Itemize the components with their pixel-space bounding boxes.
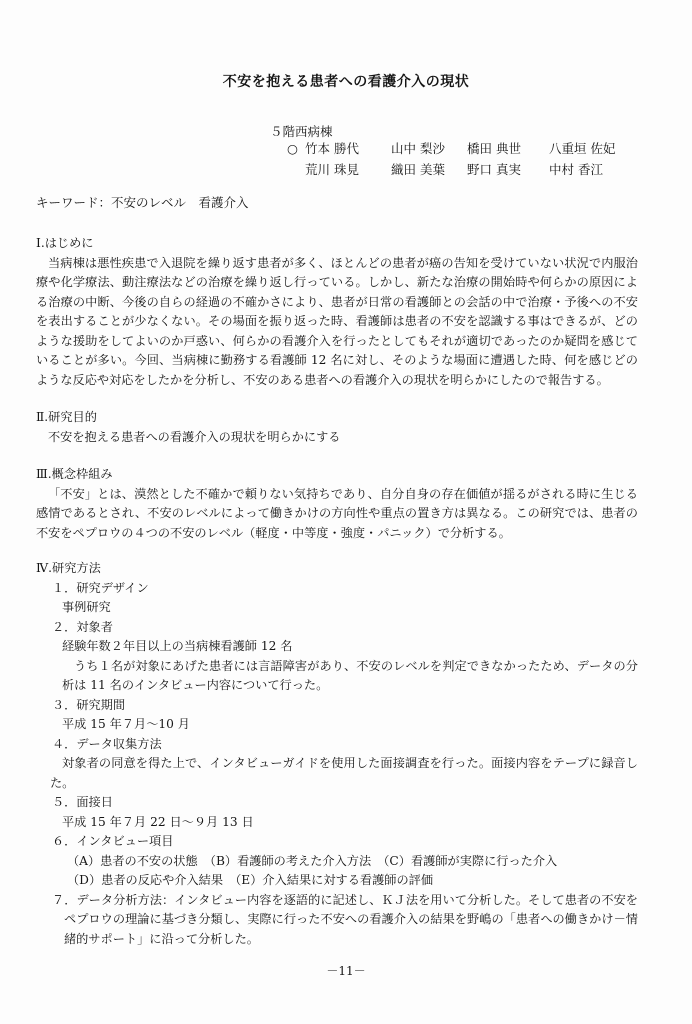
author: 織田 美葉 (391, 162, 445, 177)
paper-body (36, 234, 638, 949)
methods-analysis: ７．データ分析方法：インタビュー内容を逐語的に記述し、ＫＪ法を用いて分析した。そして患者の不安をペプロウの理論に基づき分類し、実際に行った不安への看護介入の結果を野嶋の「患者への働きかけ－情緒的サポート」に沿って分析した。 (52, 892, 638, 946)
author-row-1 (287, 138, 629, 159)
section-text-framework: 「不安」とは、漠然とした不確かで頼りない気持ちであり、自分自身の存在価値が揺るがされる時に生じる感情であるとされ、不安のレベルによって働きかけの方向性や重点の置き方は異なる。この研究では、患者の不安をペプロウの４つの不安のレベル（軽度・中等度・強度・パニック）で分析する。 (36, 486, 638, 540)
section-heading-methods: Ⅳ.研究方法 (36, 561, 101, 575)
methods-period-label: ３．研究期間 (52, 697, 126, 712)
section-heading-framework: Ⅲ.概念枠組み (36, 467, 113, 481)
author-row-2 (287, 159, 629, 180)
author: 竹本 勝代 (305, 141, 359, 156)
author: 橋田 典世 (467, 141, 521, 156)
methods-interview-date-value: 平成 15 年７月 22 日～９月 13 日 (62, 814, 254, 829)
section-heading-intro: Ⅰ.はじめに (36, 236, 94, 250)
page-number: －11－ (326, 964, 366, 978)
methods-collection-label: ４．データ収集方法 (52, 736, 162, 751)
methods-design-value: 事例研究 (62, 600, 111, 614)
section-heading-purpose: Ⅱ.研究目的 (36, 410, 97, 424)
ward-name: ５階西病棟 (270, 124, 333, 139)
author: 荒川 珠見 (305, 162, 359, 177)
section-text-purpose: 不安を抱える患者への看護介入の現状を明らかにする (48, 429, 341, 444)
presenter-mark: ○ (287, 141, 298, 156)
author: 野口 真実 (467, 162, 521, 177)
methods-subjects-value: 経験年数２年目以上の当病棟看護師 12 名 (62, 639, 293, 653)
methods-design-label: １．研究デザイン (52, 580, 149, 595)
section-text-intro: 当病棟は悪性疾患で入退院を繰り返す患者が多く、ほとんどの患者が癌の告知を受けていない状況で内服治療や化学療法、動注療法などの治療を繰り返し行っている。しかし、新たな治療の開始時や何らかの原因による治療の中断、今後の自らの経過の不確かさにより、患者が日常の看護師との会話の中で治療・予後への不安を表出することが少なくない。その場面を振り返った時、看護師は患者の不安を認識する事はできるが、どのような援助をしてよいのか戸惑い、何らかの看護介入を行ったとしてもそれが適切であったのか疑問を感じていることが多い。今回、当病棟に勤務する看護師 12 名に対し、そのような場面に遭遇した時、何を感じどのような反応や対応をしたかを分析し、不安のある患者への看護介入の現状を明らかにしたので報告する。 (36, 255, 638, 387)
paper-title: 不安を抱える患者への看護介入の現状 (222, 74, 470, 90)
methods-items-line-2: （D）患者の反応や介入結果 （E）介入結果に対する看護師の評価 (67, 873, 434, 887)
methods-subjects-note: うち１名が対象にあげた患者には言語障害があり、不安のレベルを判定できなかったため、データの分析は 11 名のインタビュー内容について行った。 (62, 658, 638, 692)
methods-subjects-label: ２．対象者 (52, 619, 113, 634)
author: 八重垣 佐妃 (549, 141, 616, 156)
methods-collection-value: 対象者の同意を得た上で、インタビューガイドを使用した面接調査を行った。面接内容をテープに録音した。 (50, 756, 638, 790)
methods-items-line-1: （A）患者の不安の状態 （B）看護師の考えた介入方法 （C）看護師が実際に行った介入 (67, 853, 558, 868)
author: 中村 香江 (549, 162, 603, 177)
keywords: キーワード：不安のレベル 看護介入 (36, 195, 249, 210)
methods-items-label: ６．インタビュー項目 (52, 834, 174, 848)
methods-interview-date-label: ５．面接日 (52, 795, 113, 809)
author: 山中 梨沙 (391, 141, 445, 156)
methods-period-value: 平成 15 年７月～10 月 (62, 717, 190, 731)
author-list (287, 138, 629, 180)
